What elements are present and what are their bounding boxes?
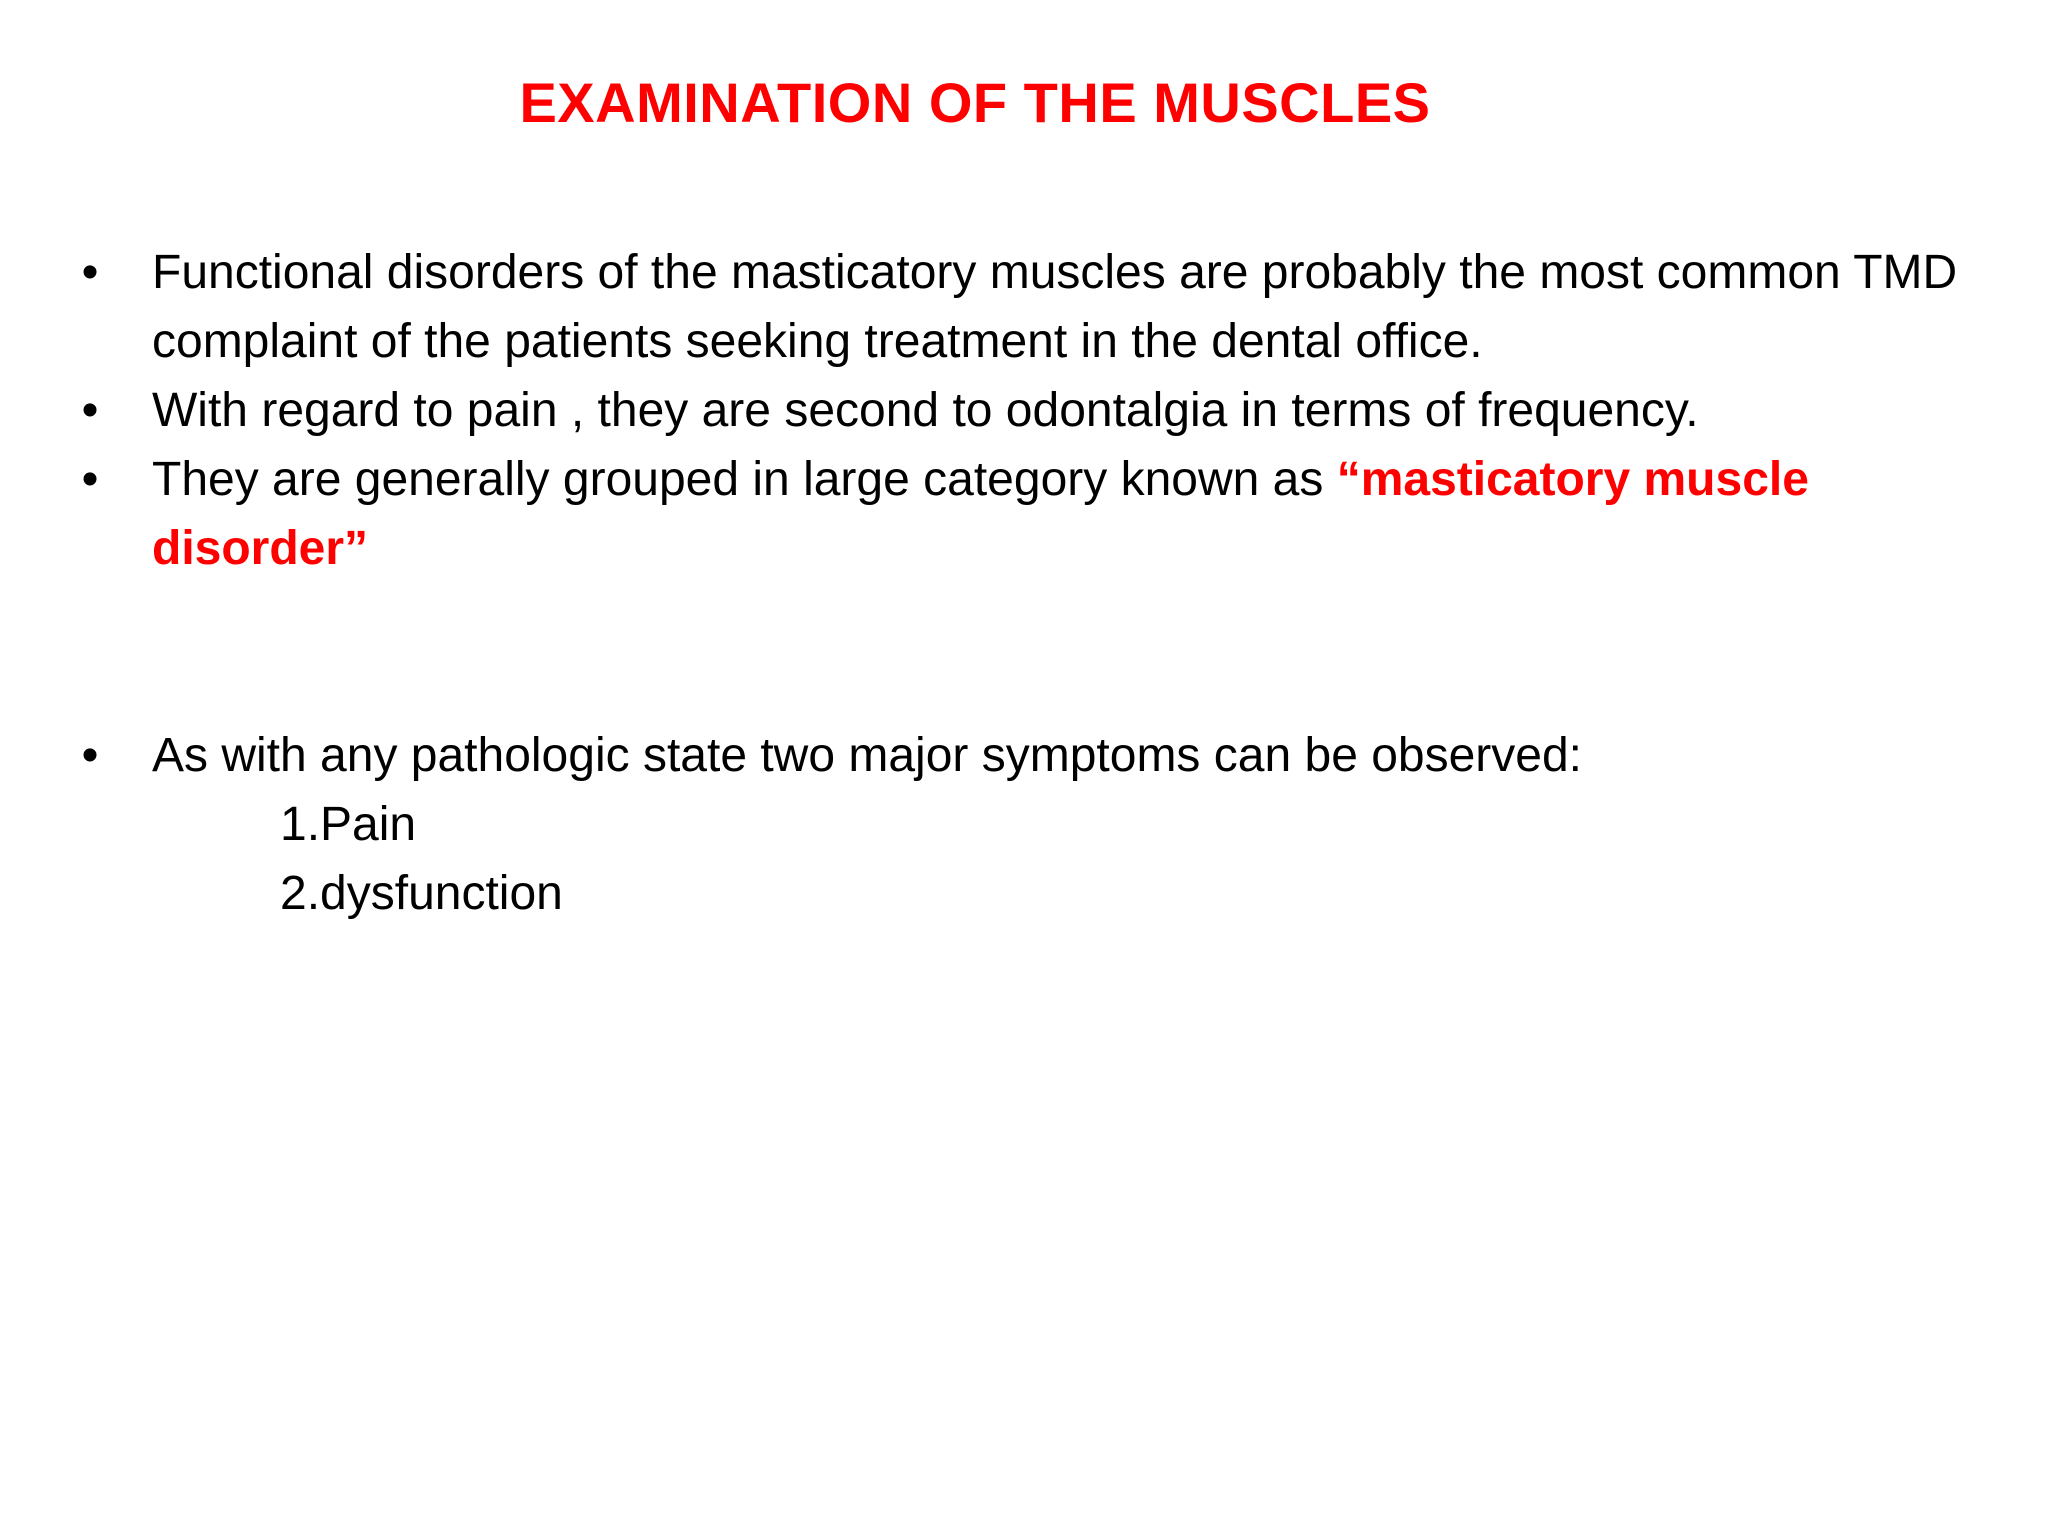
bullet-text: With regard to pain , they are second to odontalgia in terms of frequency. — [152, 384, 1699, 437]
symptom-item-pain: 1.Pain — [280, 798, 417, 851]
bullet-dot-icon: • — [81, 246, 99, 299]
bullet-item — [70, 238, 1970, 376]
bullet-dot-icon: • — [81, 384, 99, 437]
bullet-text: They are generally grouped in large category known as — [152, 453, 1337, 506]
bullet-dot-icon: • — [81, 729, 99, 782]
bullet-text: As with any pathologic state two major symptoms can be observed: — [152, 729, 1583, 782]
spacer — [70, 583, 1970, 721]
symptom-item-dysfunction: 2.dysfunction — [280, 867, 563, 920]
bullet-text: Functional disorders of the masticatory muscles are probably the most common TMD complaint of the patients seeking treatment in the dental office. — [152, 246, 1958, 368]
bullet-dot-icon: • — [81, 453, 99, 506]
bullet-item — [70, 445, 1970, 583]
slide-title: EXAMINATION OF THE MUSCLES — [519, 71, 1431, 134]
bullet-item — [70, 721, 1970, 790]
slide-content — [70, 238, 1970, 928]
symptom-list — [70, 790, 1970, 928]
bullet-item — [70, 376, 1970, 445]
highlight-term: “masticatory muscle disorder” — [152, 453, 1809, 575]
